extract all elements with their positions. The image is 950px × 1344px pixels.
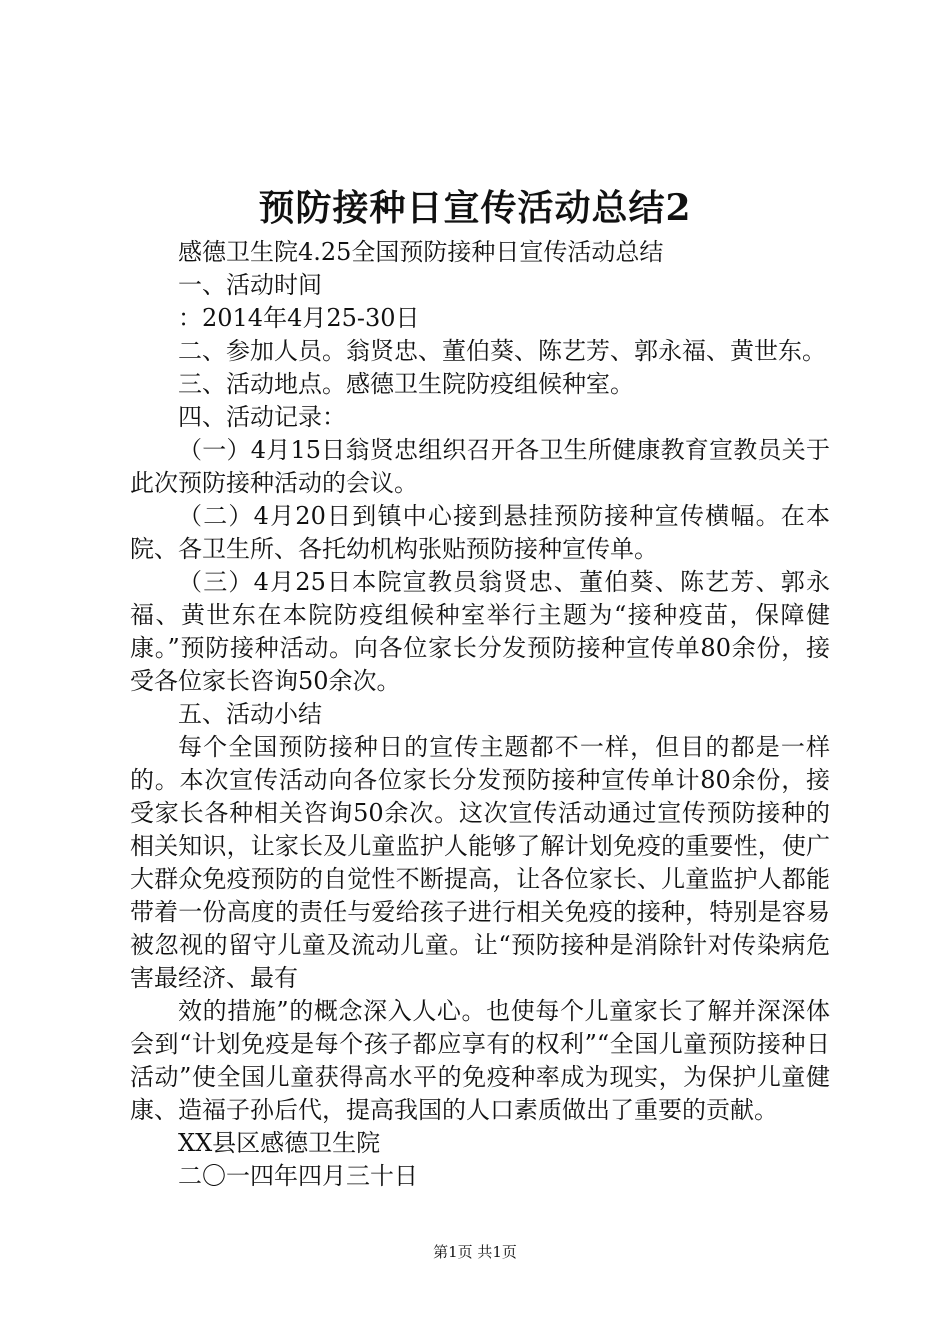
document-body — [130, 236, 830, 1193]
paragraph-record-2: （二）4月20日到镇中心接到悬挂预防接种宣传横幅。在本院、各卫生所、各托幼机构张贴预防接种宣传单。 — [130, 502, 830, 563]
paragraph-section-1-heading: 一、活动时间 — [178, 271, 322, 299]
paragraph-signature-org: XX县区感德卫生院 — [178, 1129, 381, 1157]
paragraph-signature-date: 二〇一四年四月三十日 — [178, 1162, 418, 1190]
paragraph-section-4-heading: 四、活动记录： — [178, 403, 346, 431]
paragraph-section-2-participants: 二、参加人员。翁贤忠、董伯葵、陈艺芳、郭永福、黄世东。 — [178, 337, 826, 365]
paragraph-subtitle: 感德卫生院4.25全国预防接种日宣传活动总结 — [178, 238, 664, 266]
paragraph-section-1-date: ：2014年4月25-30日 — [178, 304, 420, 332]
paragraph-record-1: （一）4月15日翁贤忠组织召开各卫生所健康教育宣教员关于此次预防接种活动的会议。 — [130, 436, 830, 497]
document-title: 预防接种日宣传活动总结2 — [258, 187, 692, 229]
paragraph-section-5-heading: 五、活动小结 — [178, 700, 322, 728]
paragraph-record-3: （三）4月25日本院宣教员翁贤忠、董伯葵、陈艺芳、郭永福、黄世东在本院防疫组候种室举行主题为“接种疫苗，保障健康。”预防接种活动。向各位家长分发预防接种宣传单80余份，接受各位家长咨询50余次。 — [130, 568, 830, 695]
paragraph-summary-part-2: 效的措施”的概念深入人心。也使每个儿童家长了解并深深体会到“计划免疫是每个孩子都应享有的权利”“全国儿童预防接种日活动”使全国儿童获得高水平的免疫种率成为现实，为保护儿童健康、造福子孙后代，提高我国的人口素质做出了重要的贡献。 — [130, 997, 830, 1124]
paragraph-section-3-location: 三、活动地点。感德卫生院防疫组候种室。 — [178, 370, 634, 398]
paragraph-summary-part-1: 每个全国预防接种日的宣传主题都不一样，但目的都是一样的。本次宣传活动向各位家长分发预防接种宣传单计80余份，接受家长各种相关咨询50余次。这次宣传活动通过宣传预防接种的相关知识，让家长及儿童监护人能够了解计划免疫的重要性，使广大群众免疫预防的自觉性不断提高，让各位家长、儿童监护人都能带着一份高度的责任与爱给孩子进行相关免疫的接种，特别是容易被忽视的留守儿童及流动儿童。让“预防接种是消除针对传染病危害最经济、最有 — [130, 733, 830, 992]
page-footer: 第1页 共1页 — [433, 1243, 517, 1261]
